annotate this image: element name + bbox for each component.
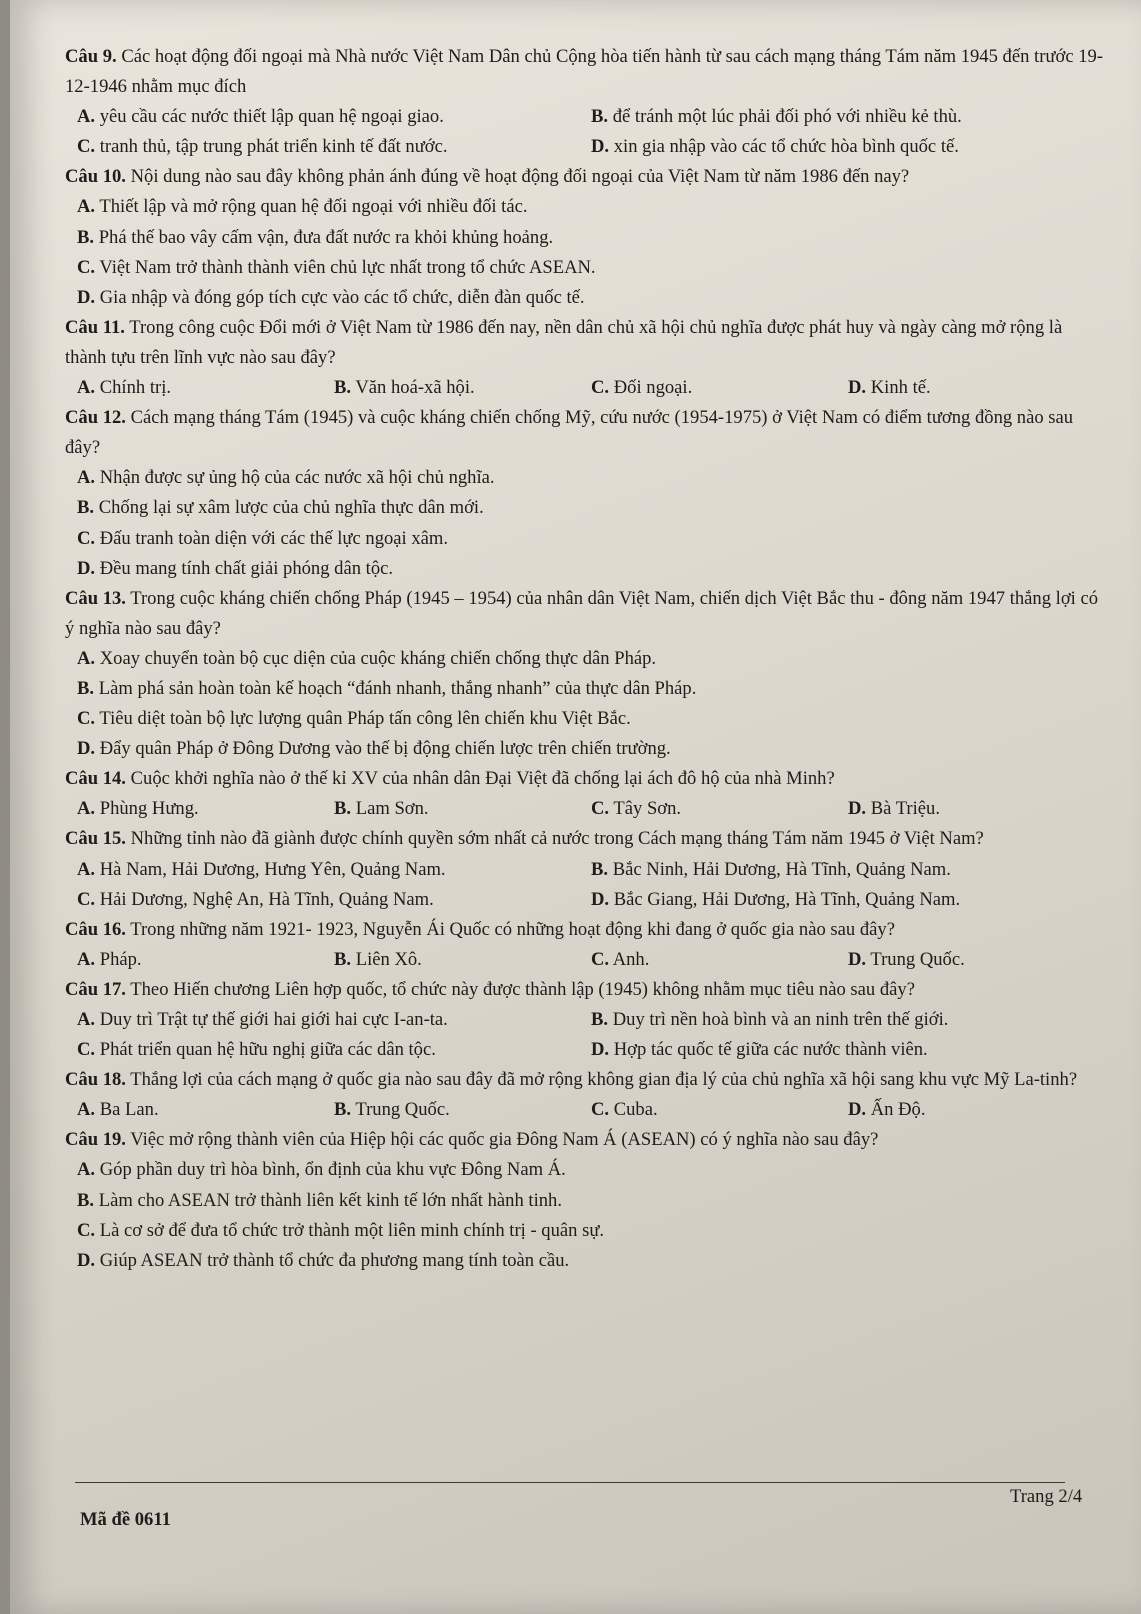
option-key: C. bbox=[77, 136, 96, 158]
question-text bbox=[65, 1125, 1105, 1155]
option-text: Việt Nam trở thành thành viên chủ lực nhất trong tổ chức ASEAN. bbox=[99, 256, 596, 278]
question-text bbox=[65, 162, 1105, 192]
option-text: Chính trị. bbox=[99, 377, 172, 399]
option-key: A. bbox=[77, 1159, 96, 1181]
option-text: Thiết lập và mở rộng quan hệ đối ngoại với nhiều đối tác. bbox=[99, 196, 528, 218]
question-stem: Cuộc khởi nghĩa nào ở thế kỉ XV của nhân dân Đại Việt đã chống lại ách đô hộ của nhà Minh? bbox=[130, 768, 835, 790]
question-text bbox=[65, 313, 1105, 373]
answer-option bbox=[77, 945, 334, 975]
question-block bbox=[65, 915, 1105, 975]
option-key: D. bbox=[591, 1039, 610, 1061]
option-key: C. bbox=[77, 527, 96, 549]
answer-option bbox=[334, 373, 591, 403]
option-text: Anh. bbox=[612, 948, 650, 970]
answer-option bbox=[591, 794, 848, 824]
answer-option bbox=[591, 1035, 1105, 1065]
option-text: Bắc Giang, Hải Dương, Hà Tĩnh, Quảng Nam. bbox=[613, 888, 961, 910]
answer-option bbox=[77, 227, 553, 248]
option-text: Đều mang tính chất giải phóng dân tộc. bbox=[99, 557, 394, 579]
option-key: D. bbox=[848, 377, 867, 399]
option-key: B. bbox=[591, 1009, 609, 1030]
question-number: Câu 13. bbox=[65, 587, 126, 609]
option-key: A. bbox=[77, 467, 96, 489]
question-stem: Cách mạng tháng Tám (1945) và cuộc kháng chiến chống Mỹ, cứu nước (1954-1975) ở Việt Nam có điểm tương đồng nào sau đây? bbox=[65, 407, 1074, 459]
exam-code: Mã đề 0611 bbox=[80, 1509, 171, 1530]
answer-option bbox=[77, 467, 495, 488]
question-stem: Nội dung nào sau đây không phản ánh đúng về hoạt động đối ngoại của Việt Nam từ năm 1986 đến nay? bbox=[130, 166, 910, 188]
option-text: Phá thế bao vây cấm vận, đưa đất nước ra khỏi khủng hoảng. bbox=[98, 226, 554, 248]
answer-option bbox=[848, 945, 1105, 975]
option-text: Gia nhập và đóng góp tích cực vào các tổ chức, diễn đàn quốc tế. bbox=[99, 286, 585, 308]
option-text: Văn hoá-xã hội. bbox=[355, 377, 475, 399]
question-block bbox=[65, 1065, 1105, 1125]
answer-option bbox=[77, 885, 591, 915]
option-text: tranh thủ, tập trung phát triển kinh tế đất nước. bbox=[99, 136, 448, 158]
option-text: Ấn Độ. bbox=[870, 1099, 926, 1121]
answer-option bbox=[77, 528, 448, 549]
option-row bbox=[65, 463, 1105, 493]
question-text bbox=[65, 915, 1105, 945]
option-key: A. bbox=[77, 106, 96, 128]
option-text: Trung Quốc. bbox=[355, 1099, 450, 1121]
answer-option bbox=[77, 1159, 566, 1180]
answer-option bbox=[77, 1190, 562, 1211]
option-key: A. bbox=[77, 196, 96, 218]
question-text bbox=[65, 764, 1105, 794]
question-number: Câu 16. bbox=[65, 918, 126, 940]
option-text: Nhận được sự ủng hộ của các nước xã hội chủ nghĩa. bbox=[99, 467, 495, 489]
answer-option bbox=[77, 373, 334, 403]
option-text: Hợp tác quốc tế giữa các nước thành viên. bbox=[613, 1039, 928, 1061]
option-text: Liên Xô. bbox=[355, 948, 422, 970]
option-text: Tiêu diệt toàn bộ lực lượng quân Pháp tấn công lên chiến khu Việt Bắc. bbox=[99, 708, 631, 730]
option-text: Phát triển quan hệ hữu nghị giữa các dân tộc. bbox=[99, 1039, 436, 1061]
option-row bbox=[65, 1246, 1105, 1276]
option-text: Chống lại sự xâm lược của chủ nghĩa thực dân mới. bbox=[98, 497, 484, 519]
answer-option bbox=[77, 196, 528, 217]
option-key: A. bbox=[77, 1099, 96, 1121]
option-key: C. bbox=[77, 1219, 96, 1241]
option-text: để tránh một lúc phải đối phó với nhiều kẻ thù. bbox=[612, 106, 962, 128]
question-block bbox=[65, 975, 1105, 1065]
option-text: Cuba. bbox=[613, 1099, 658, 1121]
option-key: D. bbox=[77, 1249, 96, 1271]
answer-option bbox=[77, 287, 585, 308]
option-row bbox=[65, 1095, 1105, 1125]
question-list bbox=[65, 42, 1105, 1276]
question-number: Câu 12. bbox=[65, 407, 126, 429]
answer-option bbox=[591, 855, 1105, 885]
answer-option bbox=[591, 1005, 1105, 1035]
answer-option bbox=[77, 1035, 591, 1065]
option-text: Ba Lan. bbox=[99, 1099, 159, 1121]
option-text: Pháp. bbox=[99, 948, 142, 970]
question-number: Câu 15. bbox=[65, 828, 126, 850]
option-key: D. bbox=[77, 738, 96, 760]
option-key: B. bbox=[334, 1099, 352, 1121]
question-text bbox=[65, 42, 1105, 102]
question-stem: Thắng lợi của cách mạng ở quốc gia nào sau đây đã mở rộng không gian địa lý của chủ nghĩa xã hội sang khu vực Mỹ La-tinh? bbox=[130, 1069, 1078, 1091]
option-row bbox=[65, 283, 1105, 313]
question-number: Câu 11. bbox=[65, 316, 125, 338]
option-row bbox=[65, 885, 1105, 915]
exam-page bbox=[10, 0, 1141, 1614]
question-block bbox=[65, 1125, 1105, 1275]
option-key: B. bbox=[77, 1189, 95, 1211]
question-stem: Theo Hiến chương Liên hợp quốc, tổ chức này được thành lập (1945) không nhằm mục tiêu nào sau đây? bbox=[130, 978, 915, 1000]
option-text: Bà Triệu. bbox=[870, 798, 940, 820]
question-block bbox=[65, 313, 1105, 403]
option-text: Phùng Hưng. bbox=[99, 798, 199, 820]
answer-option bbox=[591, 1095, 848, 1125]
option-text: Đối ngoại. bbox=[613, 377, 693, 399]
answer-option bbox=[77, 678, 696, 699]
option-text: yêu cầu các nước thiết lập quan hệ ngoại giao. bbox=[99, 106, 444, 128]
option-text: Tây Sơn. bbox=[613, 798, 682, 820]
option-key: A. bbox=[77, 798, 96, 820]
option-row bbox=[65, 1155, 1105, 1185]
option-key: B. bbox=[334, 377, 352, 399]
answer-option bbox=[77, 1095, 334, 1125]
option-key: C. bbox=[591, 1099, 610, 1121]
answer-option bbox=[77, 648, 656, 669]
question-text bbox=[65, 584, 1105, 644]
option-row bbox=[65, 524, 1105, 554]
option-text: Hải Dương, Nghệ An, Hà Tĩnh, Quảng Nam. bbox=[99, 888, 434, 910]
option-key: A. bbox=[77, 858, 96, 880]
option-text: Trung Quốc. bbox=[870, 948, 965, 970]
question-stem: Trong những năm 1921- 1923, Nguyễn Ái Quốc có những hoạt động khi đang ở quốc gia nào sau đây? bbox=[130, 918, 895, 940]
option-row bbox=[65, 493, 1105, 523]
answer-option bbox=[77, 558, 393, 579]
page-number: Trang 2/4 bbox=[1010, 1486, 1083, 1507]
answer-option bbox=[848, 373, 1105, 403]
option-row bbox=[65, 1035, 1105, 1065]
option-text: Góp phần duy trì hòa bình, ổn định của khu vực Đông Nam Á. bbox=[99, 1159, 566, 1181]
option-key: D. bbox=[591, 888, 610, 910]
option-row bbox=[65, 102, 1105, 132]
option-text: Duy trì nền hoà bình và an ninh trên thế giới. bbox=[612, 1009, 949, 1030]
option-key: C. bbox=[77, 888, 96, 910]
option-key: D. bbox=[77, 286, 96, 308]
option-row bbox=[65, 734, 1105, 764]
question-stem: Trong công cuộc Đổi mới ở Việt Nam từ 1986 đến nay, nền dân chủ xã hội chủ nghĩa được phát huy và ngày càng mở rộng là thành tựu trên lĩnh vực nào sau đây? bbox=[65, 316, 1063, 368]
option-row bbox=[65, 1186, 1105, 1216]
option-key: B. bbox=[77, 677, 95, 699]
question-block bbox=[65, 584, 1105, 765]
option-text: Làm phá sản hoàn toàn kế hoạch “đánh nhanh, thắng nhanh” của thực dân Pháp. bbox=[98, 677, 697, 699]
question-stem: Những tỉnh nào đã giành được chính quyền sớm nhất cả nước trong Cách mạng tháng Tám năm 1945 ở Việt Nam? bbox=[130, 828, 984, 850]
question-stem: Các hoạt động đối ngoại mà Nhà nước Việt Nam Dân chủ Cộng hòa tiến hành từ sau cách mạng tháng Tám năm 1945 đến trước 19-12-1946 nhằm mục đích bbox=[65, 46, 1104, 98]
question-text bbox=[65, 975, 1105, 1005]
option-row bbox=[65, 1216, 1105, 1246]
answer-option bbox=[77, 794, 334, 824]
option-text: Duy trì Trật tự thế giới hai giới hai cực I-an-ta. bbox=[99, 1009, 448, 1030]
option-key: B. bbox=[334, 798, 352, 820]
option-key: A. bbox=[77, 948, 96, 970]
answer-option bbox=[77, 257, 596, 278]
option-key: D. bbox=[848, 948, 867, 970]
option-key: C. bbox=[591, 377, 610, 399]
option-key: C. bbox=[77, 1039, 96, 1061]
question-text bbox=[65, 824, 1105, 854]
option-key: A. bbox=[77, 1009, 96, 1030]
option-row bbox=[65, 674, 1105, 704]
question-stem: Việc mở rộng thành viên của Hiệp hội các quốc gia Đông Nam Á (ASEAN) có ý nghĩa nào sau đây? bbox=[130, 1129, 879, 1151]
option-row bbox=[65, 945, 1105, 975]
answer-option bbox=[848, 794, 1105, 824]
option-text: xin gia nhập vào các tổ chức hòa bình quốc tế. bbox=[613, 136, 959, 158]
option-row bbox=[65, 223, 1105, 253]
option-row bbox=[65, 855, 1105, 885]
answer-option bbox=[77, 102, 591, 132]
option-key: B. bbox=[591, 858, 609, 880]
answer-option bbox=[334, 945, 591, 975]
answer-option bbox=[591, 885, 1105, 915]
answer-option bbox=[591, 102, 1105, 132]
option-key: D. bbox=[77, 557, 96, 579]
option-key: D. bbox=[848, 1099, 867, 1121]
option-text: Bắc Ninh, Hải Dương, Hà Tĩnh, Quảng Nam. bbox=[612, 858, 951, 880]
option-row bbox=[65, 644, 1105, 674]
option-text: Hà Nam, Hải Dương, Hưng Yên, Quảng Nam. bbox=[99, 858, 446, 880]
option-row bbox=[65, 704, 1105, 734]
question-number: Câu 17. bbox=[65, 978, 126, 1000]
option-row bbox=[65, 794, 1105, 824]
option-text: Đấu tranh toàn diện với các thế lực ngoại xâm. bbox=[99, 527, 449, 549]
answer-option bbox=[77, 497, 484, 518]
answer-option bbox=[591, 373, 848, 403]
question-number: Câu 14. bbox=[65, 768, 126, 790]
option-text: Lam Sơn. bbox=[355, 798, 429, 820]
answer-option bbox=[334, 1095, 591, 1125]
option-text: Kinh tế. bbox=[870, 377, 931, 399]
answer-option bbox=[77, 855, 591, 885]
option-key: C. bbox=[591, 798, 610, 820]
answer-option bbox=[77, 132, 591, 162]
option-text: Làm cho ASEAN trở thành liên kết kinh tế lớn nhất hành tinh. bbox=[98, 1189, 562, 1211]
option-text: Giúp ASEAN trở thành tổ chức đa phương mang tính toàn cầu. bbox=[99, 1249, 570, 1271]
question-number: Câu 18. bbox=[65, 1069, 126, 1091]
question-number: Câu 10. bbox=[65, 166, 126, 188]
option-row bbox=[65, 253, 1105, 283]
question-block bbox=[65, 42, 1105, 162]
option-key: C. bbox=[591, 948, 610, 970]
question-number: Câu 9. bbox=[65, 46, 117, 67]
option-text: Là cơ sở để đưa tổ chức trở thành một liên minh chính trị - quân sự. bbox=[99, 1219, 605, 1241]
question-block bbox=[65, 824, 1105, 914]
option-row bbox=[65, 132, 1105, 162]
option-key: C. bbox=[77, 256, 96, 278]
option-key: B. bbox=[77, 497, 95, 519]
answer-option bbox=[77, 738, 671, 759]
question-text bbox=[65, 403, 1105, 463]
question-text bbox=[65, 1065, 1105, 1095]
option-key: A. bbox=[77, 377, 96, 399]
answer-option bbox=[77, 1250, 569, 1271]
footer-divider bbox=[75, 1482, 1065, 1483]
option-row bbox=[65, 373, 1105, 403]
answer-option bbox=[77, 1220, 604, 1241]
answer-option bbox=[77, 708, 631, 729]
question-number: Câu 19. bbox=[65, 1129, 126, 1151]
question-block bbox=[65, 764, 1105, 824]
question-stem: Trong cuộc kháng chiến chống Pháp (1945 – 1954) của nhân dân Việt Nam, chiến dịch Việt Bắc thu - đông năm 1947 thắng lợi có ý nghĩa nào sau đây? bbox=[65, 587, 1099, 639]
answer-option bbox=[334, 794, 591, 824]
option-row bbox=[65, 1005, 1105, 1035]
option-row bbox=[65, 192, 1105, 222]
option-text: Đẩy quân Pháp ở Đông Dương vào thế bị động chiến lược trên chiến trường. bbox=[99, 738, 671, 760]
option-key: A. bbox=[77, 647, 96, 669]
option-key: D. bbox=[848, 798, 867, 820]
answer-option bbox=[77, 1005, 591, 1035]
answer-option bbox=[848, 1095, 1105, 1125]
question-block bbox=[65, 403, 1105, 584]
option-key: B. bbox=[334, 948, 352, 970]
option-key: C. bbox=[77, 708, 96, 730]
option-row bbox=[65, 554, 1105, 584]
option-key: B. bbox=[591, 106, 609, 128]
question-block bbox=[65, 162, 1105, 312]
option-key: B. bbox=[77, 226, 95, 248]
answer-option bbox=[591, 945, 848, 975]
option-key: D. bbox=[591, 136, 610, 158]
option-text: Xoay chuyển toàn bộ cục diện của cuộc kháng chiến chống thực dân Pháp. bbox=[99, 647, 657, 669]
answer-option bbox=[591, 132, 1105, 162]
